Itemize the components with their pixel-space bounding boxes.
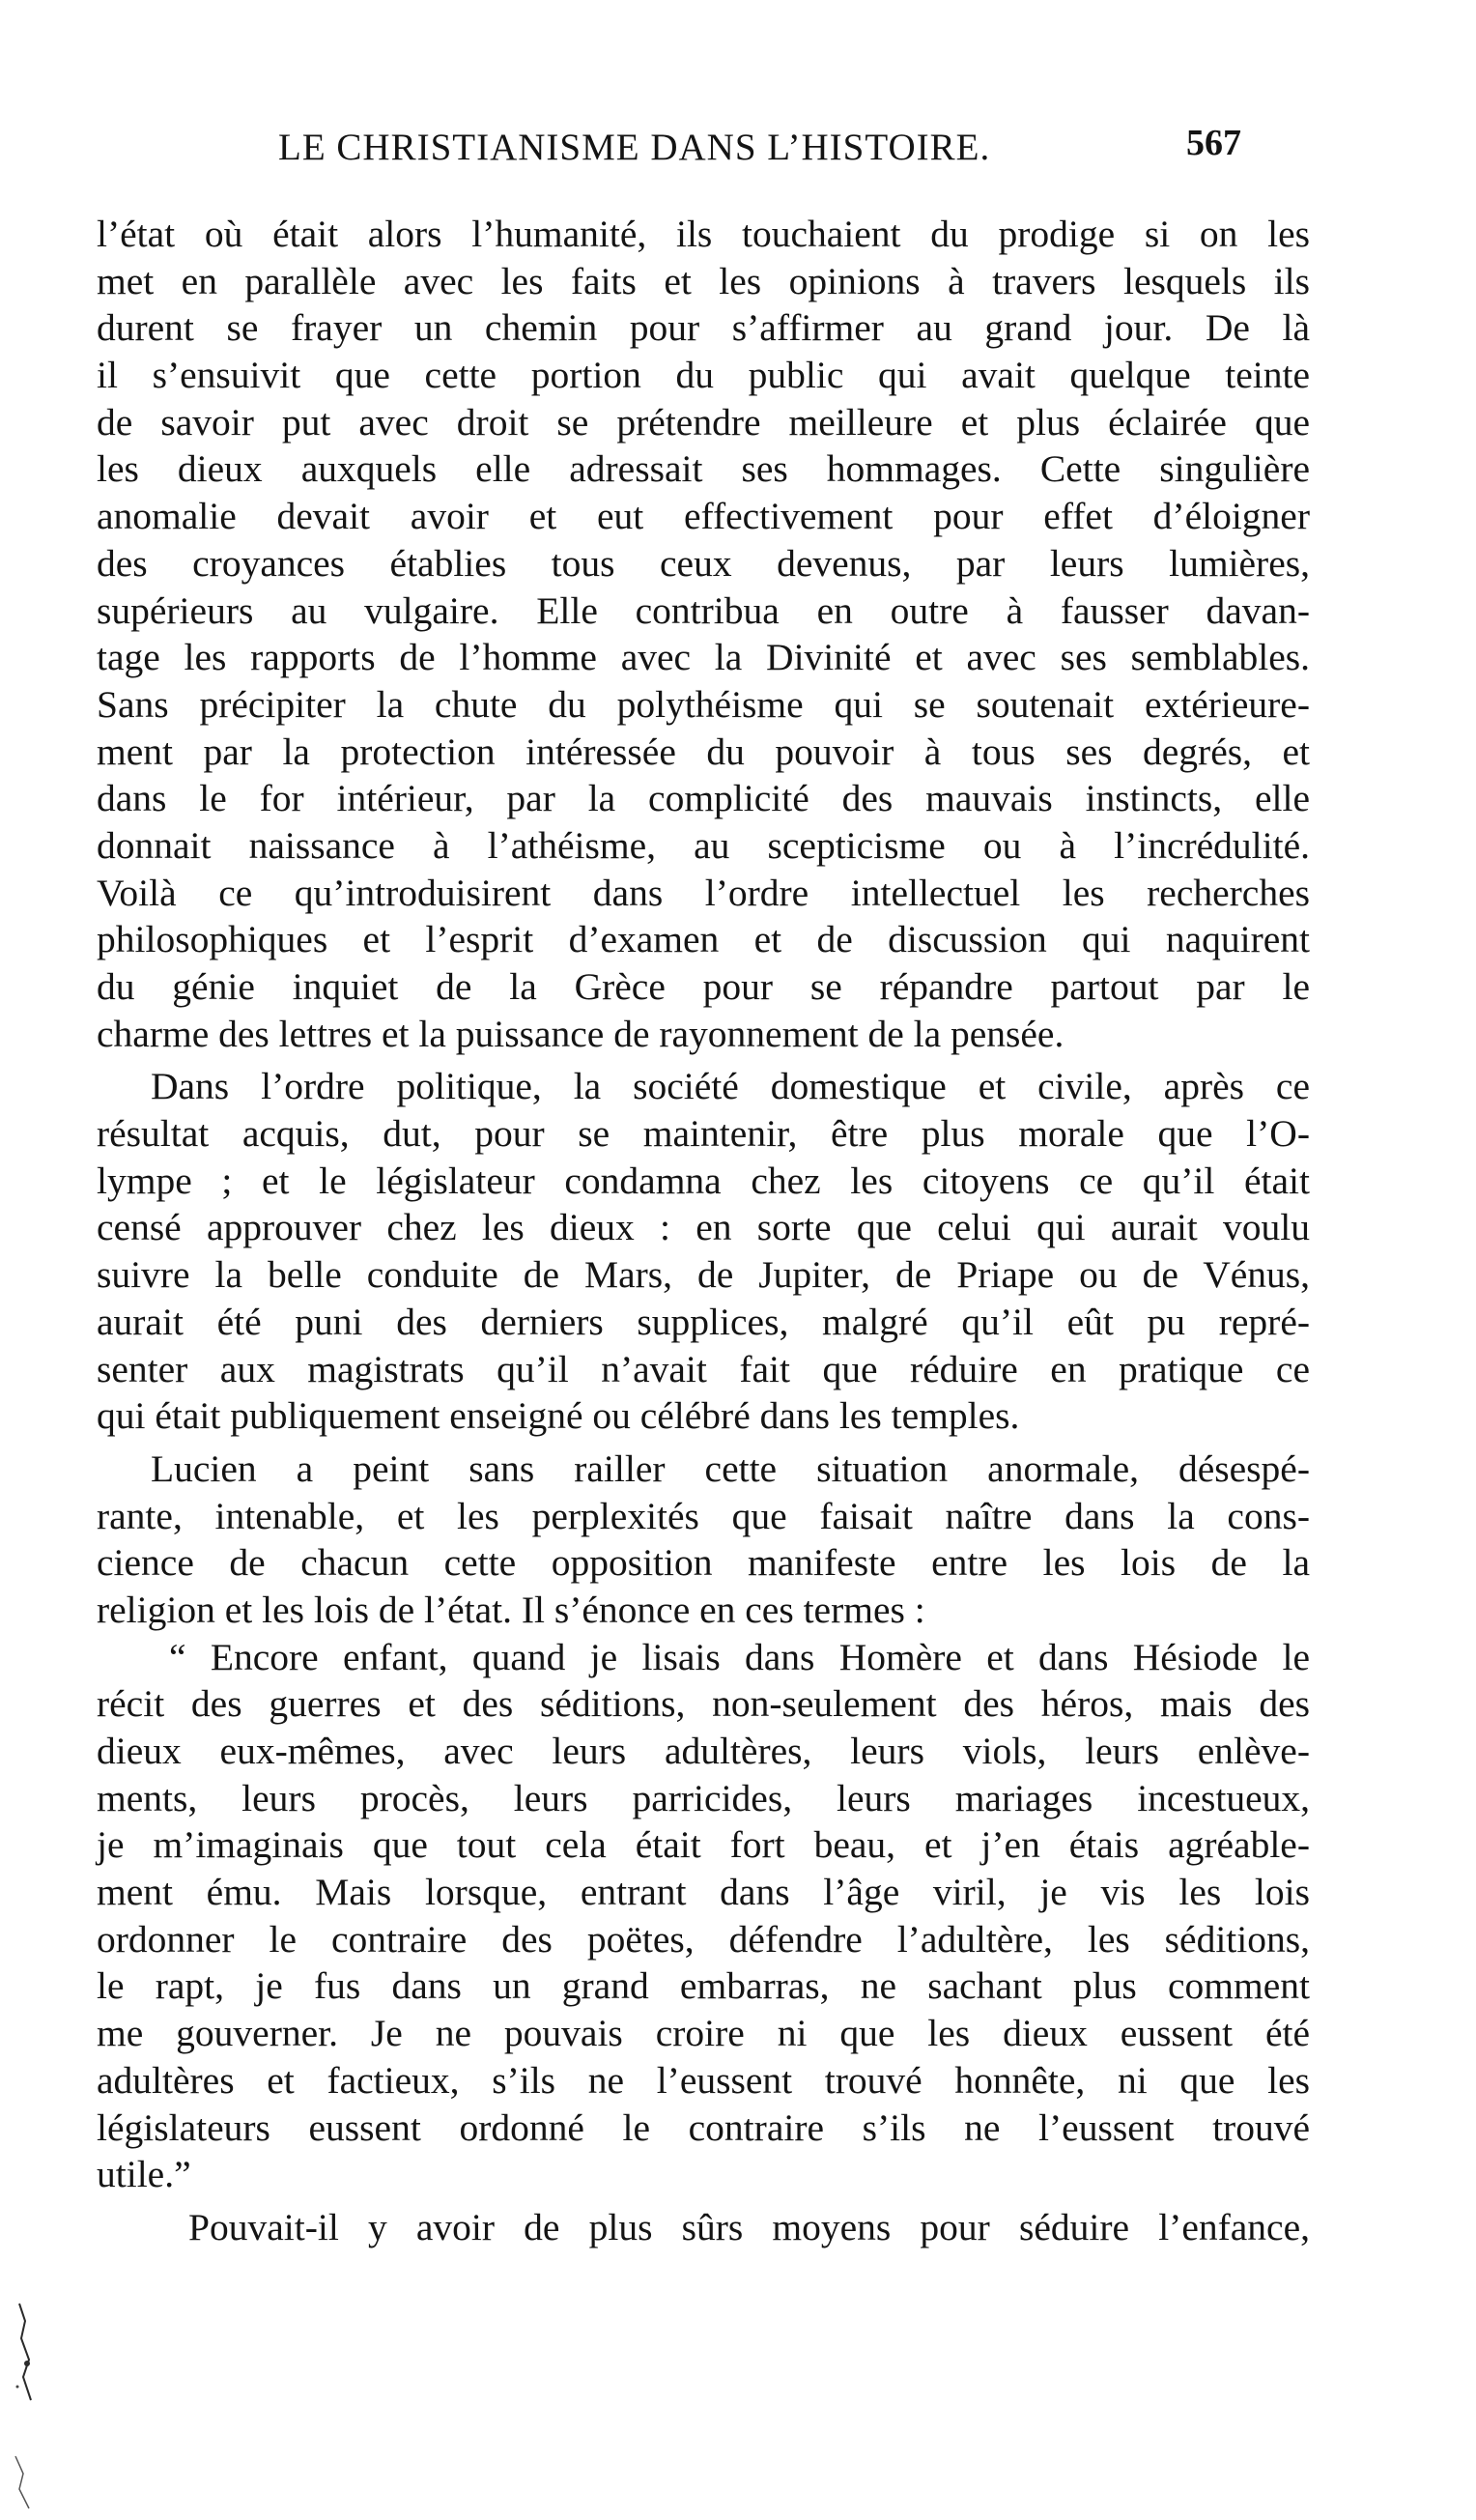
text-line: dieux eux-mêmes, avec leurs adultères, leurs viols, leurs enlève- — [97, 1730, 1310, 1772]
text-line: cience de chacun cette opposition manifeste entre les lois de la — [97, 1541, 1310, 1585]
text-line: durent se frayer un chemin pour s’affirmer au grand jour. De là — [97, 306, 1310, 350]
text-line: philosophiques et l’esprit d’examen et de discussion qui naquirent — [97, 918, 1310, 961]
text-line: de savoir put avec droit se prétendre meilleure et plus éclairée que — [97, 400, 1310, 444]
text-line: “ Encore enfant, quand je lisais dans Homère et dans Hésiode le — [169, 1635, 1310, 1678]
paragraph — [97, 1063, 1310, 1440]
text-line: ment ému. Mais lorsque, entrant dans l’âge viril, je vis les lois — [97, 1871, 1310, 1914]
text-line: Sans précipiter la chute du polythéisme qui se soutenait extérieure- — [97, 682, 1310, 726]
text-line: charme des lettres et la puissance de rayonnement de la pensée. — [97, 1012, 1064, 1055]
text-line: l’état où était alors l’humanité, ils touchaient du prodige si on les — [97, 213, 1310, 255]
text-line: religion et les lois de l’état. Il s’énonce en ces termes : — [97, 1588, 925, 1631]
text-line: le rapt, je fus dans un grand embarras, ne sachant plus comment — [97, 1964, 1310, 2008]
paragraph — [97, 2204, 1310, 2251]
text-line: tage les rapports de l’homme avec la Divinité et avec ses semblables. — [97, 636, 1310, 679]
text-line: aurait été puni des derniers supplices, malgré qu’il eût pu repré- — [97, 1300, 1310, 1343]
text-line: résultat acquis, dut, pour se maintenir, être plus morale que l’O- — [97, 1112, 1310, 1156]
text-line: récit des guerres et des séditions, non-seulement des héros, mais des — [97, 1682, 1310, 1726]
text-line: ments, leurs procès, leurs parricides, leurs mariages incestueux, — [97, 1776, 1310, 1819]
quotation — [97, 1634, 1310, 2198]
text-line: censé approuver chez les dieux : en sorte que celui qui aurait voulu — [97, 1206, 1310, 1249]
text-line: du génie inquiet de la Grèce pour se répandre partout par le — [97, 965, 1310, 1008]
text-line: il s’ensuivit que cette portion du public qui avait quelque teinte — [97, 354, 1310, 397]
text-line: donnait naissance à l’athéisme, au scepticisme ou à l’incrédulité. — [97, 823, 1310, 867]
running-head — [0, 123, 1476, 184]
text-line: me gouverner. Je ne pouvais croire ni que les dieux eussent été — [97, 2012, 1310, 2055]
text-line: les dieux auxquels elle adressait ses hommages. Cette singulière — [97, 447, 1310, 491]
text-line: des croyances établies tous ceux devenus, par leurs lumières, — [97, 541, 1310, 585]
text-line: dans le for intérieur, par la complicité des mauvais instincts, elle — [97, 777, 1310, 820]
text-line: met en parallèle avec les faits et les opinions à travers lesquels ils — [97, 259, 1310, 302]
text-line: adultères et factieux, s’ils ne l’eussent trouvé honnête, ni que les — [97, 2058, 1310, 2102]
text-line: je m’imaginais que tout cela était fort beau, et j’en étais agréable- — [97, 1823, 1310, 1867]
paragraph — [97, 1446, 1310, 1634]
text-line: Pouvait-il y avoir de plus sûrs moyens pour séduire l’enfance, — [188, 2205, 1310, 2248]
text-line: senter aux magistrats qu’il n’avait fait que réduire en pratique ce — [97, 1347, 1310, 1390]
text-line: anomalie devait avoir et eut effectivement pour effet d’éloigner — [97, 495, 1310, 538]
text-line: lympe ; et le législateur condamna chez les citoyens ce qu’il était — [97, 1159, 1310, 1202]
text-line: supérieurs au vulgaire. Elle contribua en outre à fausser davan- — [97, 588, 1310, 632]
page-number: 567 — [1186, 123, 1241, 163]
text-line: rante, intenable, et les perplexités que faisait naître dans la cons- — [97, 1494, 1310, 1537]
text-line: qui était publiquement enseigné ou célébré dans les temples. — [97, 1394, 1020, 1438]
text-line: législateurs eussent ordonné le contraire s’ils ne l’eussent trouvé — [97, 2105, 1310, 2149]
paragraph — [97, 211, 1310, 1057]
running-head-title: LE CHRISTIANISME DANS L’HISTOIRE. — [278, 127, 991, 168]
text-line: utile.” — [97, 2153, 191, 2196]
text-line: ordonner le contraire des poëtes, défendre l’adultère, les séditions, — [97, 1917, 1310, 1961]
scan-edge-mark — [6, 2300, 44, 2416]
scan-edge-mark — [6, 2454, 44, 2512]
text-line: Voilà ce qu’introduisirent dans l’ordre intellectuel les recherches — [97, 871, 1310, 914]
text-line: Lucien a peint sans railler cette situation anormale, désespé- — [151, 1446, 1310, 1490]
text-line: suivre la belle conduite de Mars, de Jupiter, de Priape ou de Vénus, — [97, 1253, 1310, 1297]
body-text — [97, 211, 1310, 2251]
text-line: Dans l’ordre politique, la société domestique et civile, après ce — [151, 1065, 1310, 1108]
text-line: ment par la protection intéressée du pouvoir à tous ses degrés, et — [97, 730, 1310, 773]
